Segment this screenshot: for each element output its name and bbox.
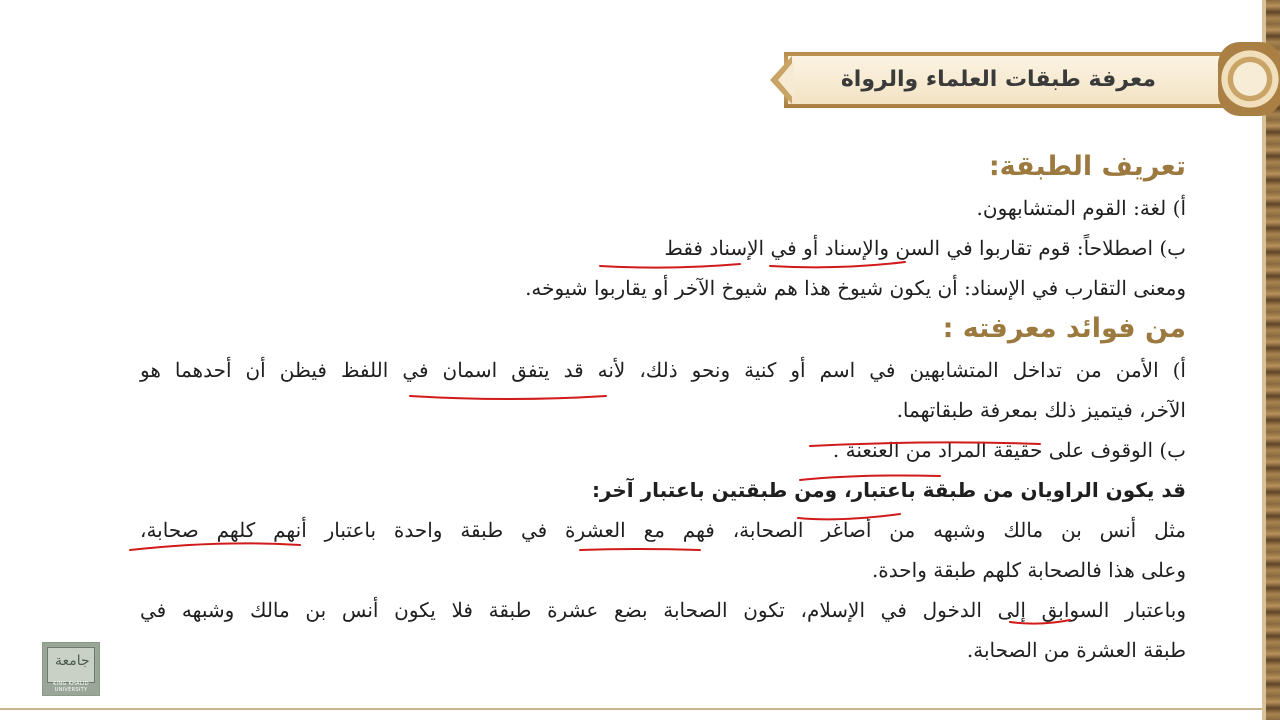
definition-technical: ب) اصطلاحاً: قوم تقاربوا في السن والإسناد أو في الإسناد فقط bbox=[664, 236, 1186, 260]
title-banner bbox=[770, 52, 1240, 108]
banner-point-inner bbox=[778, 61, 794, 99]
benefit-b: ب) الوقوف على حقيقة المراد من العنعنة . bbox=[832, 438, 1186, 462]
benefit-a-line2: الآخر، فيتميز ذلك بمعرفة طبقاتهما. bbox=[896, 398, 1186, 422]
example-line1: مثل أنس بن مالك وشبهه من أصاغر الصحابة، فهم مع العشرة في طبقة واحدة باعتبار أنهم كلهم صحابة، bbox=[140, 518, 1186, 542]
slide-content bbox=[140, 146, 1186, 670]
example-line2: وعلى هذا فالصحابة كلهم طبقة واحدة. bbox=[871, 558, 1186, 582]
logo-text: KING KHALID UNIVERSITY bbox=[53, 681, 89, 693]
definition-linguistic: أ) لغة: القوم المتشابهون. bbox=[976, 196, 1186, 220]
narrators-heading: قد يكون الراويان من طبقة باعتبار، ومن طبقتين باعتبار آخر: bbox=[591, 478, 1186, 502]
benefit-a-line1: أ) الأمن من تداخل المتشابهين في اسم أو كنية ونحو ذلك، لأنه قد يتفق اسمان في اللفظ فيظن أن أحدهما هو bbox=[140, 358, 1186, 382]
benefits-heading: من فوائد معرفته : bbox=[942, 313, 1186, 344]
definition-meaning: ومعنى التقارب في الإسناد: أن يكون شيوخ هذا هم شيوخ الآخر أو يقاربوا شيوخه. bbox=[525, 276, 1186, 300]
example-line3: وباعتبار السوابق إلى الدخول في الإسلام، تكون الصحابة بضع عشرة طبقة فلا يكون أنس بن مالك وشبهه في bbox=[140, 598, 1186, 622]
slide-title: معرفة طبقات العلماء والرواة bbox=[840, 67, 1156, 92]
bottom-rule bbox=[0, 708, 1262, 710]
example-line4: طبقة العشرة من الصحابة. bbox=[966, 638, 1186, 662]
logo-glyph: جامعة bbox=[55, 653, 90, 669]
university-logo bbox=[42, 642, 100, 696]
ornament-medallion bbox=[1218, 42, 1280, 116]
definition-heading: تعريف الطبقة: bbox=[988, 151, 1186, 182]
